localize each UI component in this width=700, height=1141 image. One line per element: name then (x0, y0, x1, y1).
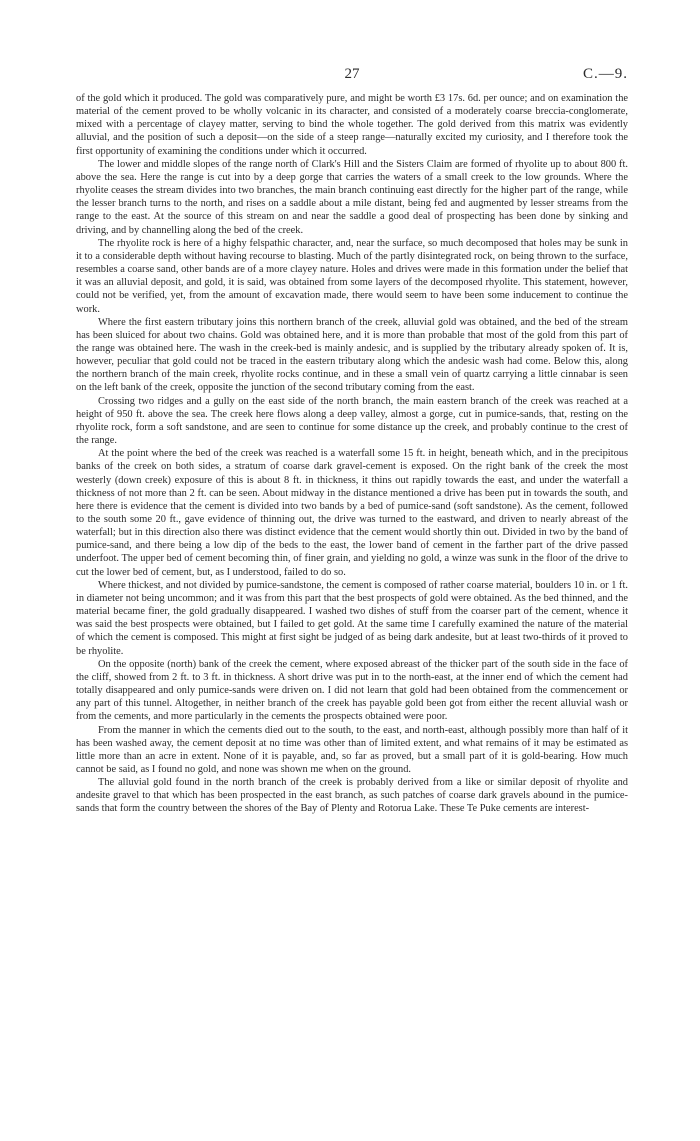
paragraph: At the point where the bed of the creek was reached is a waterfall some 15 ft. in height, beneath which, and in the precipitous banks of the creek on both sides, a stratum of coarse dark gravel-cement is exposed. On the right bank of the creek the most westerly (down creek) exposure of this is about 8 ft. in thickness, it thins out rapidly towards the east, and under the waterfall a thickness of not more than 2 ft. can be seen. About midway in the distance mentioned a drive has been put in towards the south, and here there is evidence that the cement is divided into two bands by a bed of pumice-sand (soft sandstone). As the cement, followed to the south some 20 ft., gave evidence of thinning out, the drive was turned to the eastward, and driven to nearly abreast of the waterfall; but in this direction also there was distinct evidence that the cement would shortly thin out. Divided in two by the band of pumice-sand, and there being a low dip of the beds to the east, the lower band of cement in the farther part of the drive passed underfoot. The upper bed of cement becoming thin, of finer grain, and yielding no gold, a winze was sunk in the floor of the drive to cut the lower bed of cement, but, as I understood, failed to do so. (76, 448, 628, 578)
page-header (76, 66, 628, 84)
paragraph: On the opposite (north) bank of the creek the cement, where exposed abreast of the thicker part of the south side in the face of the cliff, showed from 2 ft. to 3 ft. in thickness. A short drive was put in to the north-east, at the inner end of which the cement had totally disappeared and only pumice-sands were driven on. I did not learn that gold had been obtained from the commencement or any part of this tunnel. Altogether, in neither branch of the creek has payable gold been got from either the recent alluvial wash or from the cements, and more particularly in the cements the prospects obtained were poor. (76, 658, 628, 723)
paragraph: The rhyolite rock is here of a highy felspathic character, and, near the surface, so much decomposed that holes may be sunk in it to a considerable depth without having recourse to blasting. Much of the partly disintegrated rock, on being thrown to the surface, resembles a coarse sand, other bands are of a more clayey nature. Holes and drives were made in this formation under the belief that it was an alluvial deposit, and gold, it is said, was obtained from some layers of the decomposed rhyolite. This statement, however, could not be verified, yet, from the amount of excavation made, there would seem to have been some inducement to continue the work. (76, 237, 628, 315)
paragraph: From the manner in which the cements died out to the south, to the east, and north-east, although possibly more than half of it has been washed away, the cement deposit at no time was other than of limited extent, and what remains of it may be estimated as little more than an acre in extent. None of it is payable, and, so far as proved, but a small part of it is gold-bearing. How much cannot be said, as I found no gold, and none was shown me when on the ground. (76, 724, 628, 775)
document-reference: C.—9. (582, 66, 628, 82)
paragraph: of the gold which it produced. The gold was comparatively pure, and might be worth £3 17s. 6d. per ounce; and on examination the material of the cement proved to be wholly volcanic in its character, and consisted of a moderately coarse breccia-conglomerate, mixed with a percentage of clayey matter, serving to bind the whole together. The gold derived from this matrix was evidently alluvial, and the position of such a deposit—on the side of a steep range—naturally excited my curiosity, and I therefore took the first opportunity of examining the conditions under which it occurred. (76, 93, 628, 157)
paragraph: The alluvial gold found in the north branch of the creek is probably derived from a like or similar deposit of rhyolite and andesite gravel to that which has been prospected in the east branch, as such patches of coarse dark gravels abound in the pumice-sands that form the country between the shores of the Bay of Plenty and Rotorua Lake. These Te Puke cements are interest- (76, 777, 628, 815)
body-text (76, 92, 628, 816)
paragraph: Crossing two ridges and a gully on the east side of the north branch, the main eastern branch of the creek was reached at a height of 950 ft. above the sea. The creek here flows along a deep valley, almost a gorge, cut in pumice-sands, that, resting on the rhyolite rock, form a soft sandstone, and are seen to continue for some distance up the creek, and probably continue to the crest of the range. (76, 395, 628, 447)
paragraph: The lower and middle slopes of the range north of Clark's Hill and the Sisters Claim are formed of rhyolite up to about 800 ft. above the sea. Here the range is cut into by a deep gorge that carries the waters of a small creek to the low grounds. Where the rhyolite ceases the stream divides into two branches, the main branch continuing east directly for the higher part of the range, while the lesser branch turns to the north, and rises on a saddle about a mile distant, being fed and augmented by lesser streams from the range to the east. At the source of this stream on and near the saddle a good deal of prospecting has been done by sinking and driving, and by channelling along the bed of the creek. (76, 158, 628, 236)
paragraph: Where the first eastern tributary joins this northern branch of the creek, alluvial gold was obtained, and the bed of the stream has been sluiced for about two chains. Gold was obtained here, and it is more than probable that most of the gold from this part of the range was obtained here. The wash in the creek-bed is mainly andesic, and is supplied by the tributary already spoken of. It is, however, peculiar that gold could not be traced in the eastern tributary along which the andesic wash had come. Below this, along the northern branch of the main creek, rhyolite rocks continue, and in these a small vein of quartz carrying a little cinnabar is seen on the left bank of the creek, opposite the junction of the second tributary coming from the east. (76, 316, 628, 394)
page-number: 27 (344, 66, 360, 82)
paragraph: Where thickest, and not divided by pumice-sandstone, the cement is composed of rather coarse material, boulders 10 in. or 1 ft. in diameter not being uncommon; and it was from this part that the best prospects of gold were obtained. As the bed thinned, and the material became finer, the gold gradually disappeared. I washed two dishes of stuff from the coarser part of the cement, whence it was said the best prospects were obtained, but I failed to get gold. At the same time I carefully examined the nature of the material of which the cement is composed. This might at first sight be judged of as being dark andesite, but at least two-thirds of it proved to be rhyolite. (76, 579, 628, 657)
